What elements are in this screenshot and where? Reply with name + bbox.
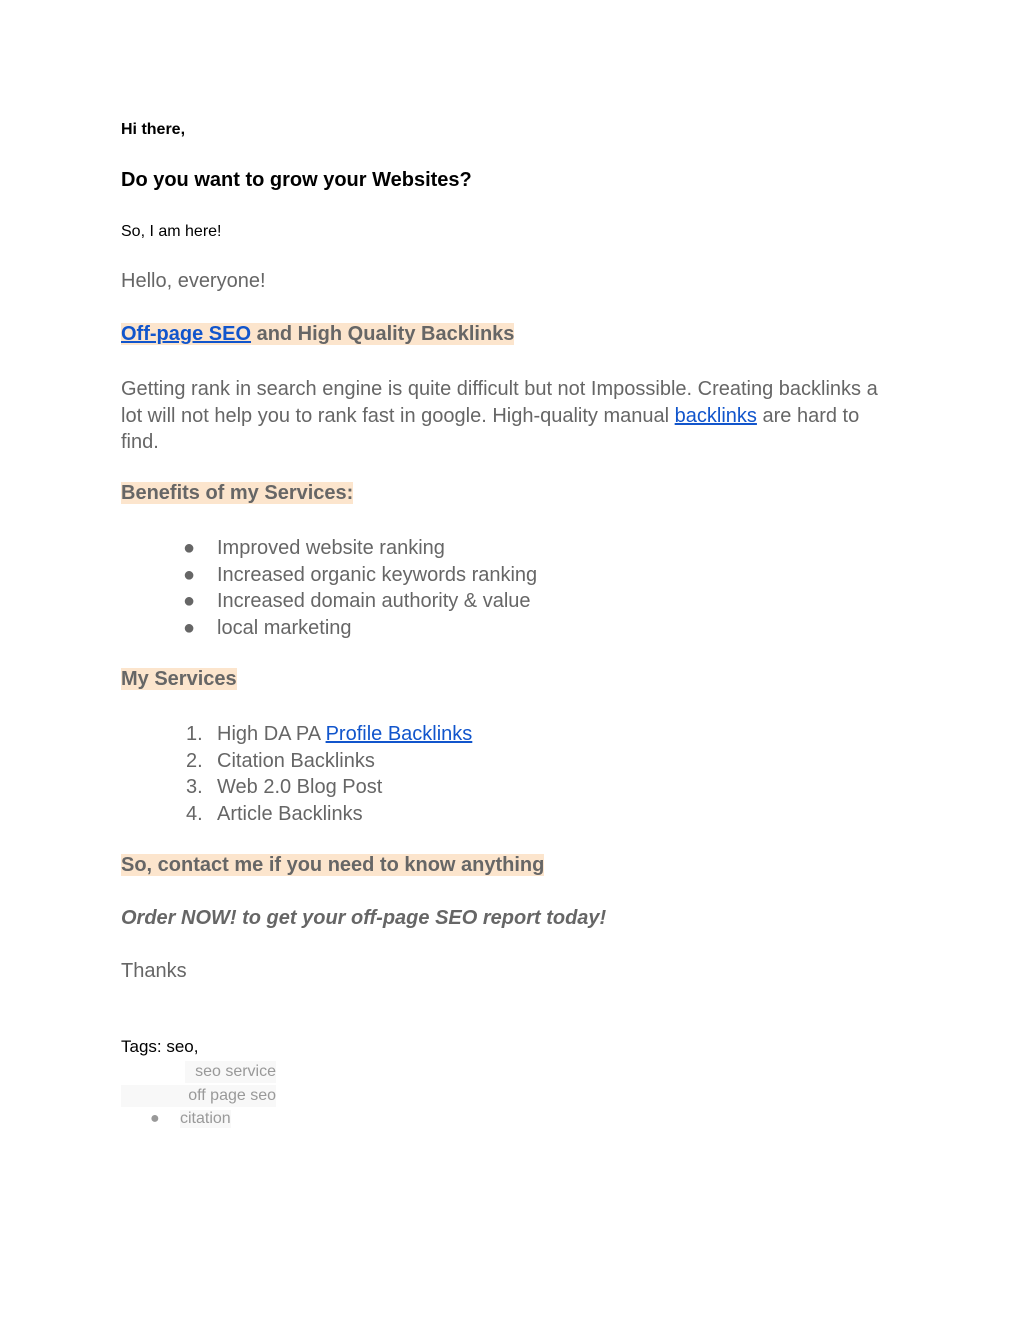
paragraph-line-2-after: are hard to: [756, 404, 860, 427]
service-text: High DA PA: [217, 723, 326, 745]
benefits-heading-text: Benefits of my Services:: [121, 482, 354, 504]
list-item: [183, 615, 537, 642]
paragraph-line-3: find.: [121, 431, 159, 453]
list-number: 3.: [186, 776, 203, 798]
list-item: [183, 562, 537, 589]
services-list: [183, 721, 472, 827]
service-text: Web 2.0 Blog Post: [217, 776, 383, 798]
benefit-text: Increased domain authority & value: [217, 590, 531, 612]
tag-chip[interactable]: seo service: [185, 1061, 276, 1083]
list-item: [183, 774, 472, 801]
offpage-seo-heading: [121, 323, 514, 346]
list-number: 4.: [186, 802, 203, 825]
list-number: 1.: [186, 723, 203, 745]
services-heading: [121, 668, 237, 691]
benefits-list: [183, 535, 537, 641]
benefit-text: Increased organic keywords ranking: [217, 563, 538, 586]
offpage-seo-link[interactable]: Off-page SEO: [121, 323, 252, 345]
bullet-icon: ●: [150, 1110, 160, 1127]
list-number: 2.: [186, 749, 203, 772]
service-text: Citation Backlinks: [217, 749, 375, 772]
greeting: Hi there,: [121, 121, 186, 138]
order-cta: Order NOW! to get your off-page SEO report today!: [121, 907, 607, 929]
tag-chip[interactable]: citation: [180, 1110, 231, 1127]
benefits-heading: [121, 482, 353, 505]
paragraph-line-2-before: lot will not help you to rank fast in google. High-quality manual: [121, 404, 675, 427]
services-heading-text: My Services: [121, 668, 237, 690]
benefit-text: local marketing: [217, 616, 352, 639]
backlinks-link[interactable]: backlinks: [674, 404, 757, 427]
profile-backlinks-link[interactable]: Profile Backlinks: [325, 723, 473, 745]
hello-text: Hello, everyone!: [121, 270, 266, 292]
bullet-icon: ●: [183, 563, 196, 586]
contact-heading-text: So, contact me if you need to know anything: [121, 854, 545, 876]
service-text: Article Backlinks: [217, 802, 363, 825]
list-item: [183, 535, 537, 562]
tag-chip[interactable]: off page seo: [121, 1085, 276, 1107]
tags-label: Tags: seo,: [121, 1037, 199, 1056]
offpage-seo-heading-rest: and High Quality Backlinks: [251, 323, 515, 345]
paragraph-line-1: Getting rank in search engine is quite difficult but not Impossible. Creating backlinks a: [121, 378, 878, 400]
intro-paragraph: [121, 376, 891, 456]
paragraph-line-2: [121, 403, 891, 430]
benefit-text: Improved website ranking: [217, 537, 445, 559]
bullet-icon: ●: [183, 616, 196, 639]
bullet-icon: ●: [183, 590, 196, 612]
list-item: [183, 721, 472, 748]
list-item: [183, 588, 537, 615]
intro-text: So, I am here!: [121, 223, 222, 240]
contact-heading: [121, 854, 544, 877]
offpage-seo-heading-highlight: [121, 323, 514, 345]
list-item: [183, 748, 472, 775]
page-title: Do you want to grow your Websites?: [121, 169, 472, 191]
bullet-icon: ●: [183, 537, 196, 559]
thanks-text: Thanks: [121, 960, 187, 982]
list-item: [183, 801, 472, 828]
